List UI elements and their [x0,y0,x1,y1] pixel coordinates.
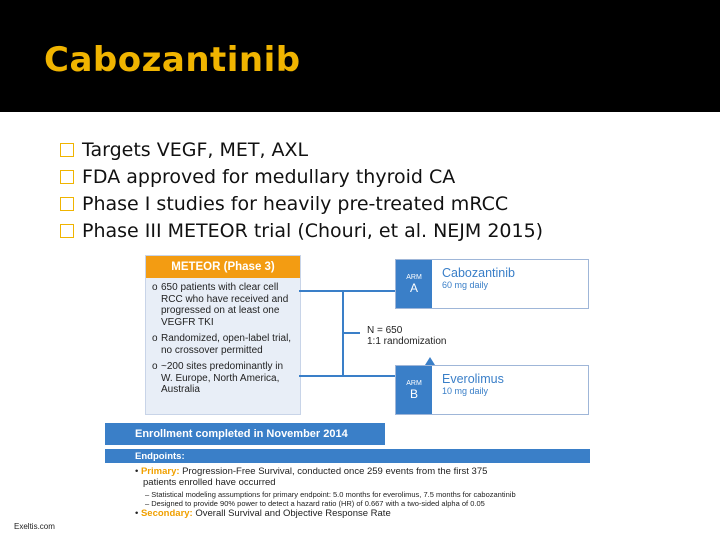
checkbox-bullet-icon [60,224,74,238]
arm-b-dose: 10 mg daily [442,386,489,396]
stat-note-1: – Statistical modeling assumptions for primary endpoint: 5.0 months for everolimus, 7.5 months for cabozantinib [145,490,516,499]
bullet-item: FDA approved for medullary thyroid CA [60,163,543,190]
title-bar [0,0,720,112]
arm-a-dose: 60 mg daily [442,280,489,290]
arm-b-drug: Everolimus [442,372,504,386]
checkbox-bullet-icon [60,170,74,184]
arrow-head-icon [425,357,435,365]
bullet-item: Phase III METEOR trial (Chouri, et al. NEJM 2015) [60,217,543,244]
arm-b-tag: ARM B [396,366,432,414]
stat-note-2: – Designed to provide 90% power to detect a hazard ratio (HR) of 0.667 with a two-sided alpha of 0.05 [145,499,485,508]
arm-a-tag: ARM A [396,260,432,308]
randomization-label: N = 650 1:1 randomization [367,325,447,347]
footer-source: Exeltis.com [14,522,55,531]
slide-title: Cabozantinib [44,40,301,80]
design-item: o Randomized, open-label trial, no crossover permitted [152,333,292,356]
checkbox-bullet-icon [60,197,74,211]
secondary-endpoint: • Secondary: Overall Survival and Objective Response Rate [135,508,391,519]
checkbox-bullet-icon [60,143,74,157]
bullet-item: Phase I studies for heavily pre-treated mRCC [60,190,543,217]
trial-design-figure [105,251,590,520]
design-item: o ~200 sites predominantly in W. Europe, North America, Australia [152,361,284,395]
primary-endpoint-cont: patients enrolled have occurred [143,477,276,488]
bullet-list [60,136,543,244]
bullet-item: Targets VEGF, MET, AXL [60,136,543,163]
primary-endpoint: • Primary: Progression-Free Survival, conducted once 259 events from the first 375 [135,466,488,477]
arm-a-drug: Cabozantinib [442,266,515,280]
arm-a-box [395,259,589,309]
arm-b-box [395,365,589,415]
bracket-line [299,291,343,376]
enrollment-banner: Enrollment completed in November 2014 [105,423,385,445]
endpoints-header: Endpoints: [105,449,590,463]
design-header: METEOR (Phase 3) [146,256,300,278]
design-item: o 650 patients with clear cell RCC who have received and progressed on at least one VEGFR TKI [152,282,289,328]
